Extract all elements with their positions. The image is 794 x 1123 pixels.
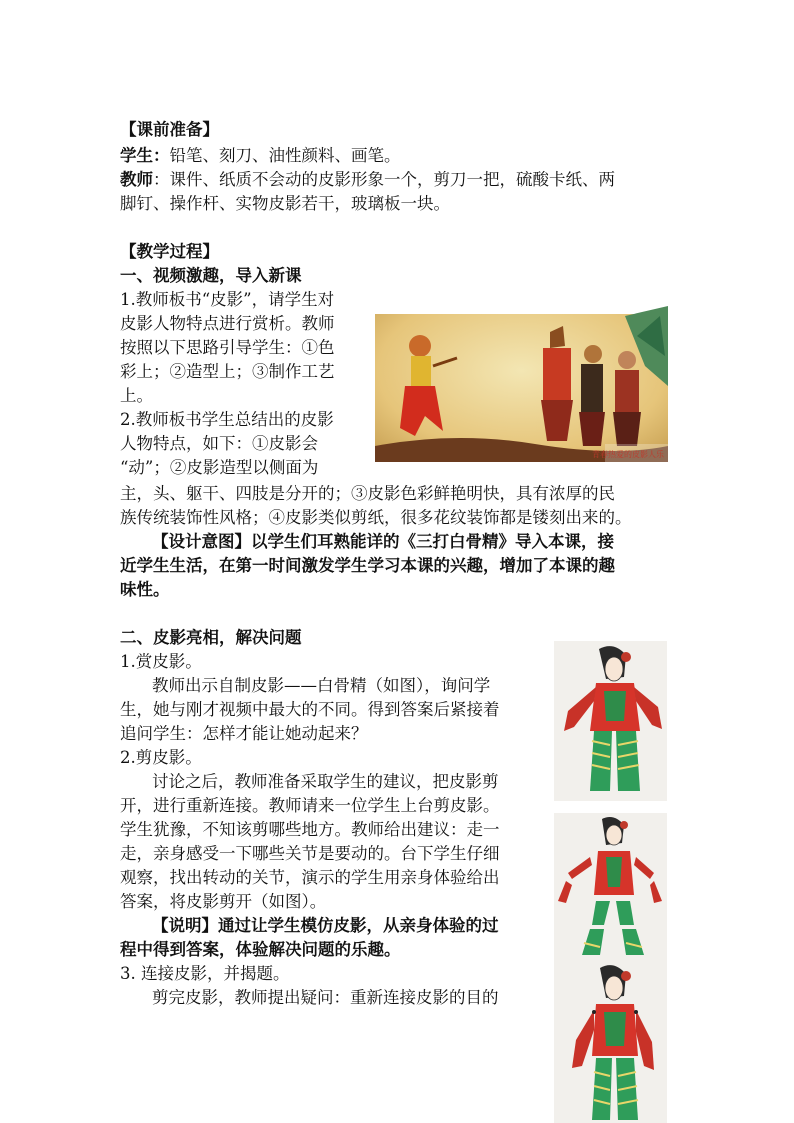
- teacher-line: [120, 168, 615, 192]
- s2-line: 3. 连接皮影，并揭题。: [120, 964, 290, 983]
- s2-line: 观察，找出转动的关节，演示的学生用亲身体验给出: [120, 868, 500, 887]
- teacher-line-cont: 脚钉、操作杆、实物皮影若干，玻璃板一块。: [120, 194, 450, 213]
- s2-line: 答案，将皮影剪开（如图）。: [120, 892, 327, 911]
- s1-line: 1.教师板书“皮影”，请学生对: [120, 290, 335, 309]
- s1-line: 上。: [120, 386, 153, 405]
- process-heading: 【教学过程】: [120, 242, 219, 261]
- s2-line: 开，进行重新连接。教师请来一位学生上台剪皮影。: [120, 796, 500, 815]
- design-text: 以学生们耳熟能详的《三打白骨精》导入本课，接: [251, 532, 614, 551]
- s1-line: “动”；②皮影造型以侧面为: [120, 458, 319, 477]
- design-line: [152, 530, 614, 554]
- puppet-photo-connected: [554, 960, 667, 1123]
- puppet-photo-cut: [554, 813, 667, 960]
- s1-line: 彩上；②造型上；③制作工艺: [120, 362, 335, 381]
- s2-line: 1.赏皮影。: [120, 652, 202, 671]
- teacher-label: 教师: [120, 170, 153, 189]
- s1-line: 2.教师板书学生总结出的皮影: [120, 410, 334, 429]
- s1-line: 按照以下思路引导学生：①色: [120, 338, 335, 357]
- s2-line: 2.剪皮影。: [120, 748, 202, 767]
- section1-title: 一、视频激趣，导入新课: [120, 266, 302, 285]
- student-line: [120, 144, 401, 168]
- s2-line: 走，亲身感受一下哪些关节是要动的。台下学生仔细: [120, 844, 500, 863]
- s2-line: 生，她与刚才视频中最大的不同。得到答案后紧接着: [120, 700, 500, 719]
- s1-line: 族传统装饰性风格；④皮影类似剪纸，很多花纹装饰都是镂刻出来的。: [120, 508, 632, 527]
- puppet-video-image: [375, 296, 668, 462]
- note-line: [152, 914, 499, 938]
- s2-line: 讨论之后，教师准备采取学生的建议，把皮影剪: [152, 772, 499, 791]
- section2-title: 二、皮影亮相，解决问题: [120, 628, 302, 647]
- design-label: 【设计意图】: [152, 532, 251, 551]
- design-line-cont: 近学生生活，在第一时间激发学生学习本课的兴趣，增加了本课的趣: [120, 556, 615, 575]
- s2-line: 剪完皮影，教师提出疑问：重新连接皮影的目的: [152, 988, 499, 1007]
- s1-line: 皮影人物特点进行赏析。教师: [120, 314, 335, 333]
- s2-line: 教师出示自制皮影——白骨精（如图），询问学: [152, 676, 491, 695]
- puppet-photo-whole: [554, 641, 667, 801]
- note-label: 【说明】: [152, 916, 218, 935]
- s2-line: 学生犹豫，不知该剪哪些地方。教师给出建议：走一: [120, 820, 500, 839]
- s2-line: 追问学生：怎样才能让她动起来？: [120, 724, 368, 743]
- note-text: 通过让学生模仿皮影，从亲身体验的过: [218, 916, 499, 935]
- prep-heading: 【课前准备】: [120, 120, 219, 139]
- video-watermark: 青春热爱的皮影人乐: [592, 450, 664, 459]
- student-text: 铅笔、刻刀、油性颜料、画笔。: [169, 146, 401, 165]
- s1-line: 人物特点，如下：①皮影会: [120, 434, 318, 453]
- s1-line: 主，头、躯干、四肢是分开的；③皮影色彩鲜艳明快，具有浓厚的民: [120, 484, 615, 503]
- design-line-cont: 味性。: [120, 580, 170, 599]
- note-line-cont: 程中得到答案，体验解决问题的乐趣。: [120, 940, 401, 959]
- student-label: 学生：: [120, 146, 170, 165]
- teacher-text: ：课件、纸质不会动的皮影形象一个，剪刀一把，硫酸卡纸、两: [153, 170, 615, 189]
